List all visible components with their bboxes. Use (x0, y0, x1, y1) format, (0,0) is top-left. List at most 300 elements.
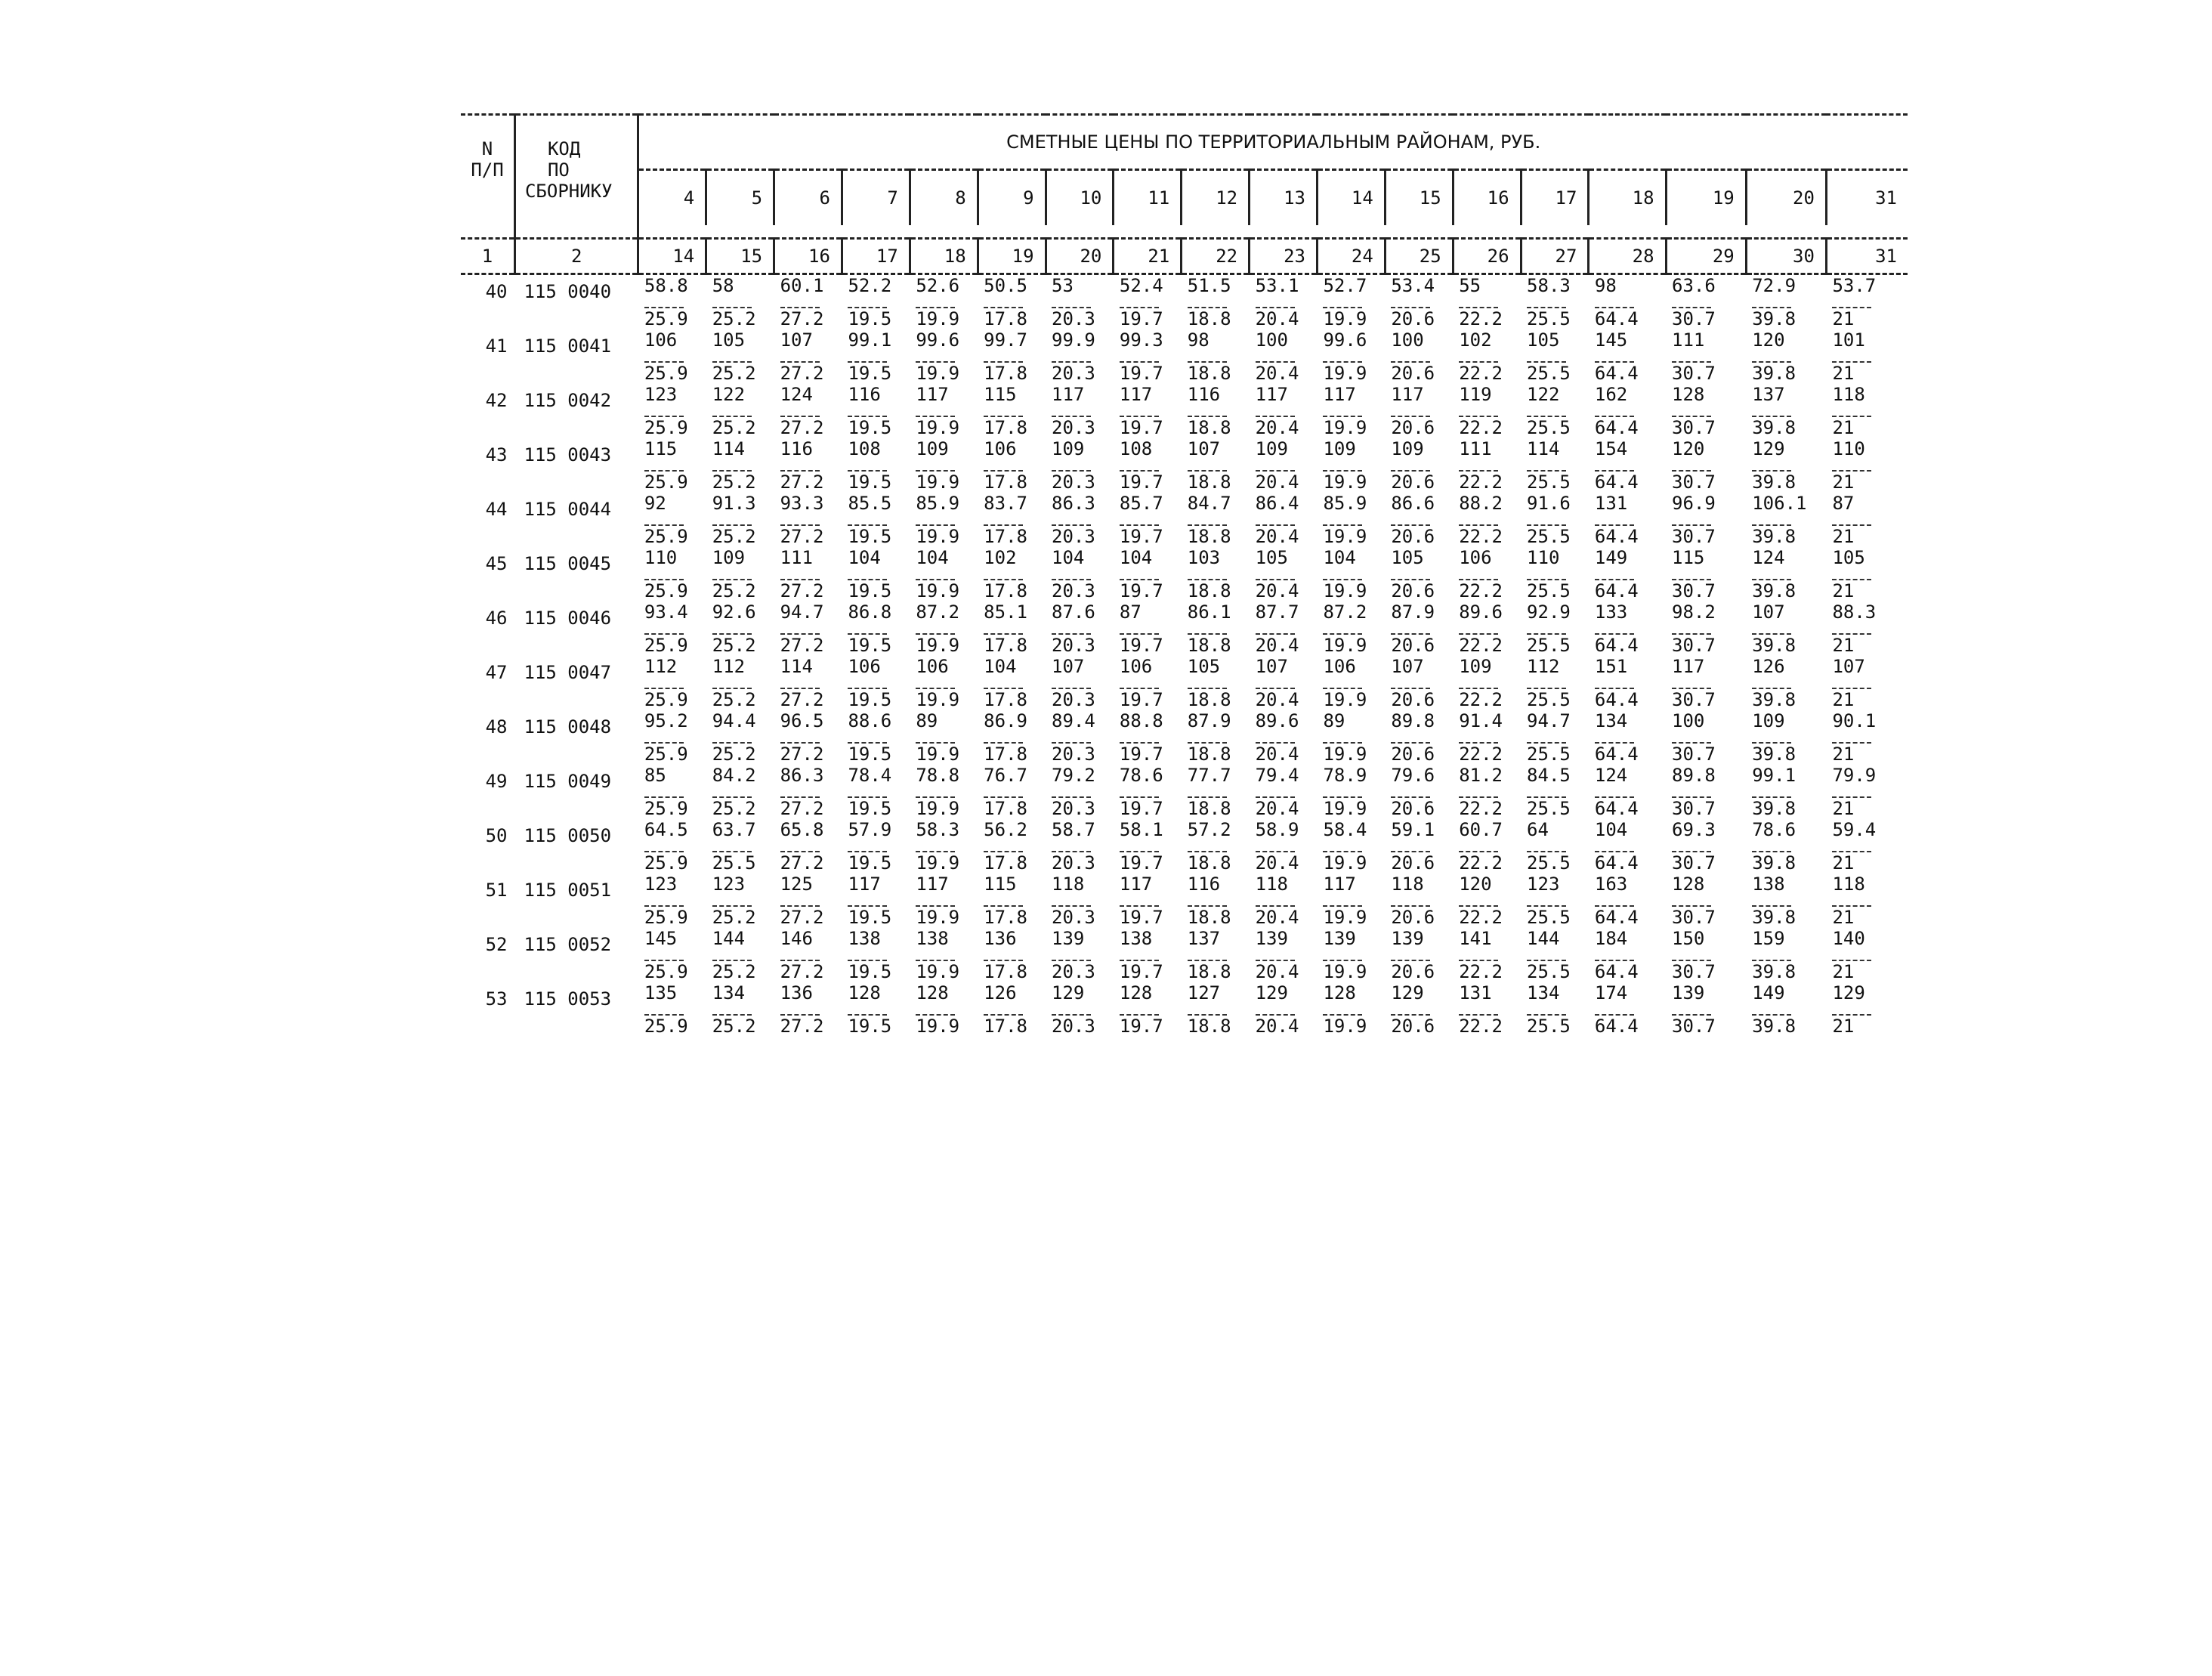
index-number-header: 18 (910, 239, 978, 274)
price-value (1746, 274, 1826, 309)
price-value (638, 384, 706, 417)
share-value: 22.2 (1459, 744, 1503, 765)
share-value: 25.2 (712, 907, 756, 928)
price-value (1114, 329, 1182, 363)
share-value: 19.9 (916, 417, 960, 438)
price-value (1046, 384, 1114, 417)
price-value (978, 874, 1046, 907)
price-value-text: 109 (1752, 710, 1785, 731)
price-value-text: 144 (1527, 928, 1560, 949)
price-value-text: 112 (712, 656, 746, 677)
price-value (1385, 329, 1453, 363)
price-value-text: 89.8 (1672, 765, 1716, 786)
table-row-sub (461, 308, 1908, 329)
row-code: 115 0050 (524, 825, 612, 846)
price-value-text: 89.6 (1255, 710, 1299, 731)
price-value (1746, 928, 1826, 961)
price-value (842, 601, 910, 635)
price-value-text: 50.5 (984, 275, 1027, 296)
price-value (774, 438, 842, 472)
share-value: 25.9 (644, 363, 688, 384)
price-value (842, 384, 910, 417)
share-value: 21 (1832, 363, 1855, 384)
price-value (1182, 384, 1250, 417)
share-value: 39.8 (1752, 744, 1796, 765)
share-value: 20.4 (1255, 1016, 1299, 1037)
share-value: 20.3 (1052, 961, 1095, 982)
row-number: 46 (485, 608, 508, 629)
price-value-text: 138 (1752, 874, 1785, 895)
share-value: 17.8 (984, 526, 1027, 547)
share-value: 19.9 (916, 635, 960, 656)
share-value: 19.7 (1119, 580, 1163, 601)
price-value (1666, 438, 1746, 472)
price-value (910, 874, 978, 907)
price-value (1453, 493, 1521, 526)
price-value-text: 128 (916, 982, 949, 1003)
price-value (1826, 819, 1908, 852)
price-value-text: 79.4 (1255, 765, 1299, 786)
share-value: 20.3 (1052, 744, 1095, 765)
price-value-text: 96.5 (780, 710, 824, 731)
price-value-text: 120 (1672, 438, 1705, 459)
share-value: 25.5 (1527, 798, 1571, 819)
price-value-text: 129 (1391, 982, 1424, 1003)
price-value (1826, 765, 1908, 798)
region-number-header: 12 (1182, 170, 1250, 226)
price-value (1250, 438, 1318, 472)
code-label-3: СБОРНИКУ (524, 181, 613, 202)
price-value (1589, 384, 1666, 417)
share-value: 20.4 (1255, 635, 1299, 656)
price-value (1746, 710, 1826, 744)
price-value-text: 79.6 (1391, 765, 1435, 786)
share-value: 19.9 (1323, 363, 1367, 384)
price-value (1046, 329, 1114, 363)
price-value (842, 819, 910, 852)
price-value (1317, 874, 1385, 907)
share-value: 20.6 (1391, 689, 1435, 710)
price-value-text: 115 (644, 438, 678, 459)
share-value: 20.4 (1255, 744, 1299, 765)
price-value-text: 128 (1672, 874, 1705, 895)
price-value (1182, 710, 1250, 744)
price-value-text: 53.1 (1255, 275, 1299, 296)
share-value: 19.9 (1323, 961, 1367, 982)
price-value-text: 149 (1594, 547, 1628, 568)
price-value-text: 123 (1527, 874, 1560, 895)
price-value-text: 133 (1594, 601, 1628, 623)
price-value-text: 120 (1752, 329, 1785, 351)
row-number: 41 (485, 336, 508, 357)
share-value: 20.6 (1391, 907, 1435, 928)
price-value-text: 76.7 (984, 765, 1027, 786)
price-value (978, 601, 1046, 635)
price-value-text: 106 (848, 656, 881, 677)
price-value (1453, 928, 1521, 961)
index-number-header: 14 (638, 239, 706, 274)
share-value: 19.9 (916, 308, 960, 329)
price-value-text: 58.1 (1119, 819, 1163, 840)
price-value (978, 329, 1046, 363)
price-value-text: 115 (984, 874, 1017, 895)
price-value-text: 122 (712, 384, 746, 405)
row-code: 115 0048 (524, 716, 612, 738)
share-value: 19.5 (848, 472, 892, 493)
price-value-text: 136 (984, 928, 1017, 949)
row-code: 115 0040 (524, 281, 612, 302)
share-value: 25.9 (644, 526, 688, 547)
price-value-text: 128 (1672, 384, 1705, 405)
price-value (1666, 274, 1746, 309)
price-value-text: 87.2 (916, 601, 960, 623)
table-row-sub (461, 798, 1908, 819)
price-value-text: 58.7 (1052, 819, 1095, 840)
index-number-header: 21 (1114, 239, 1182, 274)
share-value: 25.5 (712, 852, 756, 874)
price-value (1250, 493, 1318, 526)
price-value (774, 819, 842, 852)
price-value-text: 78.4 (848, 765, 892, 786)
share-value: 20.3 (1052, 689, 1095, 710)
share-value: 21 (1832, 689, 1855, 710)
price-value (1114, 438, 1182, 472)
price-value (638, 765, 706, 798)
row-code: 115 0052 (524, 934, 612, 955)
share-value: 19.9 (916, 961, 960, 982)
price-value (1250, 384, 1318, 417)
price-value (1385, 274, 1453, 309)
price-value (1746, 982, 1826, 1016)
price-value-text: 107 (1052, 656, 1085, 677)
price-value (978, 547, 1046, 580)
price-value (1046, 874, 1114, 907)
price-value-text: 118 (1832, 874, 1865, 895)
price-value (1826, 438, 1908, 472)
row-number: 40 (485, 281, 508, 302)
price-value (1317, 982, 1385, 1016)
price-value-text: 99.7 (984, 329, 1027, 351)
price-value-text: 134 (1527, 982, 1560, 1003)
price-value-text: 116 (1187, 874, 1221, 895)
price-value (978, 656, 1046, 689)
price-value (1317, 601, 1385, 635)
share-value: 22.2 (1459, 1016, 1503, 1037)
share-value: 25.9 (644, 907, 688, 928)
share-value: 27.2 (780, 308, 824, 329)
share-value: 20.3 (1052, 907, 1095, 928)
price-value-text: 139 (1391, 928, 1424, 949)
price-value (1317, 329, 1385, 363)
share-value: 22.2 (1459, 417, 1503, 438)
share-value: 30.7 (1672, 580, 1716, 601)
price-value-text: 118 (1391, 874, 1424, 895)
row-number: 47 (485, 662, 508, 683)
price-value (910, 547, 978, 580)
price-value (1453, 601, 1521, 635)
price-value-text: 120 (1459, 874, 1492, 895)
price-value (1521, 384, 1589, 417)
region-number-header: 5 (706, 170, 774, 226)
price-value (1385, 384, 1453, 417)
share-value: 19.9 (1323, 907, 1367, 928)
share-value: 20.4 (1255, 417, 1299, 438)
price-value-text: 103 (1187, 547, 1221, 568)
price-value-text: 105 (712, 329, 746, 351)
price-value-text: 78.6 (1119, 765, 1163, 786)
price-value-text: 128 (1119, 982, 1153, 1003)
price-value (910, 710, 978, 744)
price-value (1114, 710, 1182, 744)
price-value-text: 87.9 (1187, 710, 1231, 731)
share-value: 20.6 (1391, 635, 1435, 656)
price-value-text: 174 (1594, 982, 1628, 1003)
price-value (638, 438, 706, 472)
np-label: N (481, 138, 493, 159)
price-value-text: 89 (916, 710, 938, 731)
share-value: 19.9 (1323, 526, 1367, 547)
share-value: 19.5 (848, 308, 892, 329)
price-value (1114, 874, 1182, 907)
share-value: 20.4 (1255, 363, 1299, 384)
share-value: 21 (1832, 635, 1855, 656)
price-value (1826, 710, 1908, 744)
share-value: 27.2 (780, 744, 824, 765)
share-value: 27.2 (780, 961, 824, 982)
region-number-header: 9 (978, 170, 1046, 226)
price-value-text: 88.2 (1459, 493, 1503, 514)
share-value: 19.5 (848, 363, 892, 384)
price-value-text: 124 (1752, 547, 1785, 568)
price-value-text: 86.4 (1255, 493, 1299, 514)
share-value: 25.2 (712, 798, 756, 819)
price-value (1666, 710, 1746, 744)
price-value-text: 88.8 (1119, 710, 1163, 731)
price-value (774, 329, 842, 363)
price-value (1746, 493, 1826, 526)
price-table-sheet (461, 113, 1908, 1292)
row-code: 115 0051 (524, 880, 612, 901)
price-value (1250, 547, 1318, 580)
price-value-text: 99.9 (1052, 329, 1095, 351)
share-value: 17.8 (984, 363, 1027, 384)
price-value (1046, 601, 1114, 635)
share-value: 19.7 (1119, 798, 1163, 819)
price-value (1317, 493, 1385, 526)
price-value (842, 765, 910, 798)
share-value: 27.2 (780, 526, 824, 547)
price-value-text: 146 (780, 928, 813, 949)
price-value (1746, 547, 1826, 580)
price-value-text: 162 (1594, 384, 1628, 405)
price-value (1521, 329, 1589, 363)
price-value (978, 710, 1046, 744)
share-value: 27.2 (780, 689, 824, 710)
price-value-text: 94.7 (1527, 710, 1571, 731)
price-value (1182, 982, 1250, 1016)
share-value: 30.7 (1672, 961, 1716, 982)
price-value-text: 145 (1594, 329, 1628, 351)
price-value (842, 982, 910, 1016)
price-value-text: 109 (1391, 438, 1424, 459)
share-value: 20.6 (1391, 580, 1435, 601)
share-value: 19.5 (848, 961, 892, 982)
price-value (842, 710, 910, 744)
share-value: 22.2 (1459, 689, 1503, 710)
price-value-text: 105 (1391, 547, 1424, 568)
row-code: 115 0053 (524, 988, 612, 1010)
share-value: 17.8 (984, 417, 1027, 438)
price-value (1453, 656, 1521, 689)
price-table (461, 113, 1908, 1037)
share-value: 19.9 (1323, 635, 1367, 656)
price-value (1453, 765, 1521, 798)
share-value: 25.5 (1527, 635, 1571, 656)
price-value (1114, 928, 1182, 961)
price-value-text: 123 (712, 874, 746, 895)
price-value-text: 100 (1672, 710, 1705, 731)
price-value (1589, 547, 1666, 580)
price-value (1826, 601, 1908, 635)
share-value: 39.8 (1752, 689, 1796, 710)
price-value (774, 601, 842, 635)
price-value (1182, 601, 1250, 635)
region-number-header: 14 (1317, 170, 1385, 226)
price-value (1182, 493, 1250, 526)
price-value-text: 124 (1594, 765, 1628, 786)
share-value: 20.3 (1052, 798, 1095, 819)
share-value: 19.9 (1323, 417, 1367, 438)
price-value-text: 139 (1672, 982, 1705, 1003)
share-value: 20.4 (1255, 961, 1299, 982)
price-value-text: 107 (780, 329, 813, 351)
price-value (638, 547, 706, 580)
share-value: 25.9 (644, 689, 688, 710)
share-value: 20.6 (1391, 308, 1435, 329)
row-number: 45 (485, 553, 508, 574)
price-value (910, 438, 978, 472)
price-value-text: 117 (1323, 384, 1356, 405)
price-value (1666, 493, 1746, 526)
table-row-sub (461, 580, 1908, 601)
np-header (461, 115, 514, 226)
share-value: 18.8 (1187, 961, 1231, 982)
region-numbers-row (461, 170, 1908, 226)
price-value (774, 493, 842, 526)
share-value: 25.5 (1527, 580, 1571, 601)
share-value: 20.4 (1255, 798, 1299, 819)
price-value-text: 127 (1187, 982, 1221, 1003)
price-value (1826, 493, 1908, 526)
price-value (706, 656, 774, 689)
table-row (461, 329, 1908, 363)
price-value-text: 107 (1255, 656, 1288, 677)
table-body (461, 274, 1908, 1037)
code-label: КОД (547, 138, 581, 159)
share-value: 20.3 (1052, 1016, 1095, 1037)
price-value (1317, 438, 1385, 472)
share-value: 27.2 (780, 852, 824, 874)
share-value: 39.8 (1752, 961, 1796, 982)
price-value (1046, 547, 1114, 580)
price-value (1453, 274, 1521, 309)
price-value (1046, 274, 1114, 309)
share-value: 19.9 (1323, 744, 1367, 765)
share-value: 21 (1832, 1016, 1855, 1037)
price-value-text: 145 (644, 928, 678, 949)
price-value (1385, 710, 1453, 744)
price-value-text: 78.6 (1752, 819, 1796, 840)
price-value-text: 138 (1119, 928, 1153, 949)
price-value-text: 79.9 (1832, 765, 1877, 786)
price-value (774, 274, 842, 309)
row-number: 53 (485, 988, 508, 1010)
price-value (910, 329, 978, 363)
price-value (842, 493, 910, 526)
table-row-sub (461, 635, 1908, 656)
share-value: 25.5 (1527, 526, 1571, 547)
price-value (1317, 710, 1385, 744)
share-value: 19.9 (916, 1016, 960, 1037)
price-value-text: 85.1 (984, 601, 1027, 623)
row-code: 115 0043 (524, 444, 612, 465)
price-value (1114, 384, 1182, 417)
price-value-text: 89.4 (1052, 710, 1095, 731)
region-number-header: 4 (638, 170, 706, 226)
share-value: 20.4 (1255, 526, 1299, 547)
table-row (461, 493, 1908, 526)
share-value: 64.4 (1594, 363, 1639, 384)
share-value: 25.5 (1527, 961, 1571, 982)
share-value: 30.7 (1672, 308, 1716, 329)
row-number: 49 (485, 771, 508, 792)
price-value (706, 384, 774, 417)
share-value: 25.5 (1527, 308, 1571, 329)
share-value: 19.7 (1119, 744, 1163, 765)
share-value: 64.4 (1594, 798, 1639, 819)
table-row-sub (461, 363, 1908, 384)
price-value-text: 94.7 (780, 601, 824, 623)
price-value-text: 99.6 (916, 329, 960, 351)
price-value-text: 112 (644, 656, 678, 677)
price-value (1746, 819, 1826, 852)
share-value: 19.9 (1323, 1016, 1367, 1037)
price-value-text: 109 (712, 547, 746, 568)
share-value: 25.9 (644, 308, 688, 329)
share-value: 25.5 (1527, 907, 1571, 928)
price-value-text: 83.7 (984, 493, 1027, 514)
table-row-sub (461, 417, 1908, 438)
price-value-text: 52.4 (1119, 275, 1163, 296)
price-value-text: 87 (1119, 601, 1142, 623)
price-value (706, 928, 774, 961)
price-value (774, 656, 842, 689)
share-value: 19.7 (1119, 1016, 1163, 1037)
region-number-header: 8 (910, 170, 978, 226)
price-value (1385, 819, 1453, 852)
price-value-text: 117 (1391, 384, 1424, 405)
price-value-text: 53.4 (1391, 275, 1435, 296)
share-value: 22.2 (1459, 852, 1503, 874)
price-value-text: 118 (1052, 874, 1085, 895)
share-value: 30.7 (1672, 907, 1716, 928)
price-value-text: 104 (1594, 819, 1628, 840)
share-value: 18.8 (1187, 798, 1231, 819)
share-value: 20.3 (1052, 363, 1095, 384)
price-value-text: 108 (848, 438, 881, 459)
price-value-text: 58 (712, 275, 734, 296)
price-value-text: 135 (644, 982, 678, 1003)
